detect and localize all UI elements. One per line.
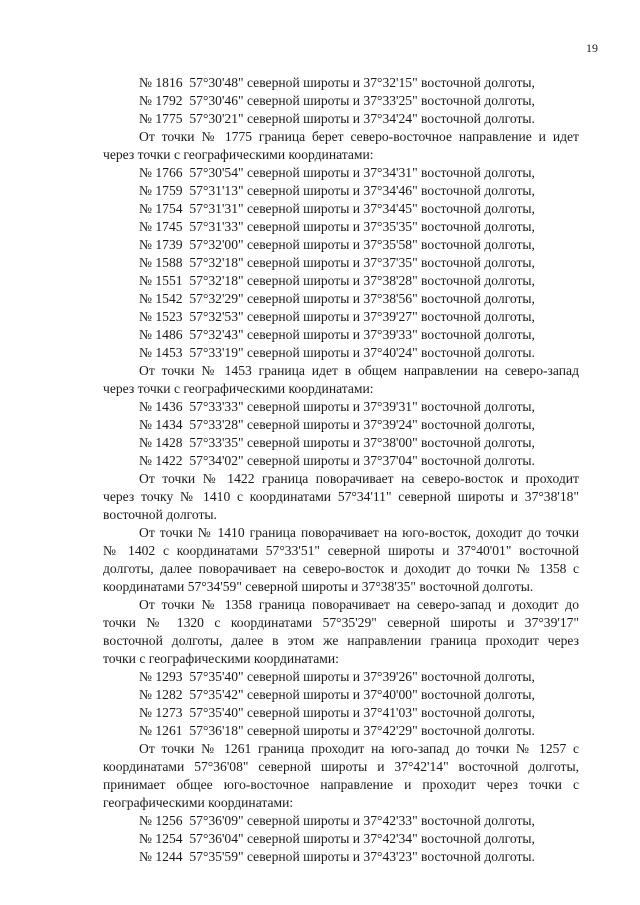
text-line: принимает общее юго-восточное направление и проходит через точки с bbox=[103, 777, 579, 792]
coordinate-line: № 1453 57°33'19" северной широты и 37°40'24" восточной долготы. bbox=[139, 345, 535, 360]
text-line: восточной долготы. bbox=[103, 507, 217, 522]
coordinate-line: № 1422 57°34'02" северной широты и 37°37'04" восточной долготы. bbox=[139, 453, 535, 468]
coordinate-line: № 1739 57°32'00" северной широты и 37°35'58" восточной долготы, bbox=[139, 237, 535, 252]
coordinate-line: № 1588 57°32'18" северной широты и 37°37'35" восточной долготы, bbox=[139, 255, 535, 270]
text-line: От точки № 1358 граница поворачивает на северо-запад и доходит до bbox=[139, 597, 579, 612]
text-line: через точку № 1410 с координатами 57°34'11" северной широты и 37°38'18" bbox=[103, 489, 579, 504]
coordinate-line: № 1254 57°36'04" северной широты и 37°42'34" восточной долготы, bbox=[139, 831, 535, 846]
text-line: точки № 1320 с координатами 57°35'29" северной широты и 37°39'17" bbox=[103, 615, 579, 630]
text-line: через точки с географическими координатами: bbox=[103, 147, 374, 162]
coordinate-line: № 1542 57°32'29" северной широты и 37°38'56" восточной долготы, bbox=[139, 291, 535, 306]
coordinate-line: № 1745 57°31'33" северной широты и 37°35'35" восточной долготы, bbox=[139, 219, 535, 234]
coordinate-line: № 1792 57°30'46" северной широты и 37°33'25" восточной долготы, bbox=[139, 93, 535, 108]
coordinate-line: № 1261 57°36'18" северной широты и 37°42'29" восточной долготы. bbox=[139, 723, 535, 738]
coordinate-line: № 1754 57°31'31" северной широты и 37°34'45" восточной долготы, bbox=[139, 201, 535, 216]
coordinate-line: № 1486 57°32'43" северной широты и 37°39'33" восточной долготы, bbox=[139, 327, 535, 342]
coordinate-line: № 1523 57°32'53" северной широты и 37°39'27" восточной долготы, bbox=[139, 309, 535, 324]
document-body bbox=[103, 74, 579, 866]
text-line: долготы, далее поворачивает на северо-восток и доходит до точки № 1358 с bbox=[103, 561, 579, 576]
coordinate-line: № 1816 57°30'48" северной широты и 37°32'15" восточной долготы, bbox=[139, 75, 535, 90]
text-line: От точки № 1422 граница поворачивает на северо-восток и проходит bbox=[139, 471, 579, 486]
text-line: координатами 57°36'08" северной широты и 37°42'14" восточной долготы, bbox=[103, 759, 579, 774]
coordinate-line: № 1293 57°35'40" северной широты и 37°39'26" восточной долготы, bbox=[139, 669, 535, 684]
coordinate-line: № 1766 57°30'54" северной широты и 37°34'31" восточной долготы, bbox=[139, 165, 535, 180]
coordinate-line: № 1428 57°33'35" северной широты и 37°38'00" восточной долготы, bbox=[139, 435, 535, 450]
coordinate-line: № 1759 57°31'13" северной широты и 37°34'46" восточной долготы, bbox=[139, 183, 535, 198]
coordinate-line: № 1273 57°35'40" северной широты и 37°41'03" восточной долготы, bbox=[139, 705, 535, 720]
coordinate-line: № 1551 57°32'18" северной широты и 37°38'28" восточной долготы, bbox=[139, 273, 535, 288]
coordinate-line: № 1775 57°30'21" северной широты и 37°34'24" восточной долготы. bbox=[139, 111, 535, 126]
text-line: От точки № 1453 граница идет в общем направлении на северо-запад bbox=[139, 363, 579, 378]
coordinate-line: № 1282 57°35'42" северной широты и 37°40'00" восточной долготы, bbox=[139, 687, 535, 702]
text-line: через точки с географическими координатами: bbox=[103, 381, 374, 396]
coordinate-line: № 1434 57°33'28" северной широты и 37°39'24" восточной долготы, bbox=[139, 417, 535, 432]
text-line: географическими координатами: bbox=[103, 795, 294, 810]
text-line: От точки № 1775 граница берет северо-восточное направление и идет bbox=[139, 129, 579, 144]
coordinate-line: № 1256 57°36'09" северной широты и 37°42'33" восточной долготы, bbox=[139, 813, 535, 828]
text-line: От точки № 1261 граница проходит на юго-запад до точки № 1257 с bbox=[139, 741, 579, 756]
text-line: координатами 57°34'59" северной широты и 37°38'35" восточной долготы. bbox=[103, 579, 534, 594]
text-line: От точки № 1410 граница поворачивает на юго-восток, доходит до точки bbox=[139, 525, 579, 540]
page-number: 19 bbox=[586, 41, 598, 55]
text-line: восточной долготы, далее в этом же направлении граница проходит через bbox=[103, 633, 579, 648]
text-line: точки с географическими координатами: bbox=[103, 651, 339, 666]
text-line: № 1402 с координатами 57°33'51" северной широты и 37°40'01" восточной bbox=[103, 543, 579, 558]
coordinate-line: № 1436 57°33'33" северной широты и 37°39'31" восточной долготы, bbox=[139, 399, 535, 414]
coordinate-line: № 1244 57°35'59" северной широты и 37°43'23" восточной долготы. bbox=[139, 849, 535, 864]
